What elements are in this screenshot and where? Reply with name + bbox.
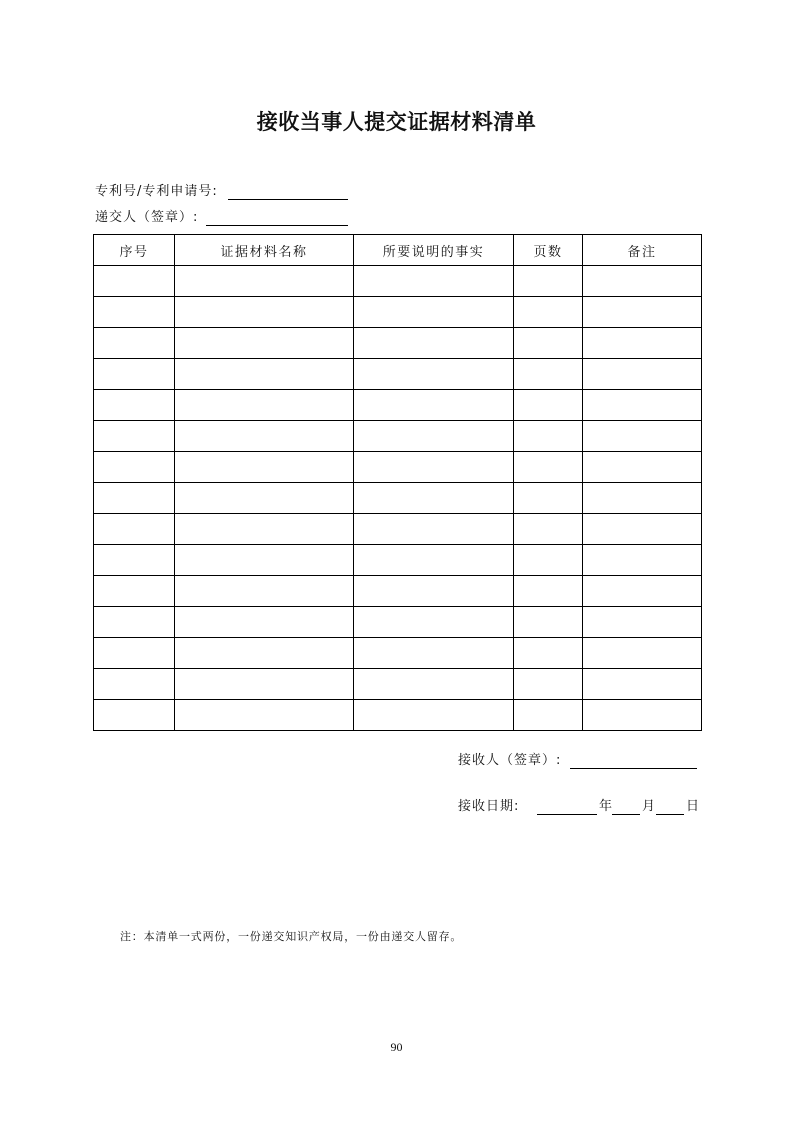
table-cell[interactable]	[354, 483, 514, 514]
table-cell[interactable]	[94, 545, 175, 576]
table-cell[interactable]	[583, 638, 702, 669]
month-label: 月	[642, 799, 657, 814]
table-cell[interactable]	[514, 297, 583, 328]
table-row	[94, 359, 702, 390]
table-cell[interactable]	[583, 452, 702, 483]
table-cell[interactable]	[583, 700, 702, 731]
table-cell[interactable]	[583, 421, 702, 452]
table-cell[interactable]	[175, 545, 354, 576]
table-cell[interactable]	[583, 607, 702, 638]
table-cell[interactable]	[94, 452, 175, 483]
table-cell[interactable]	[514, 669, 583, 700]
month-field[interactable]	[612, 814, 640, 815]
table-cell[interactable]	[175, 421, 354, 452]
table-cell[interactable]	[583, 328, 702, 359]
table-cell[interactable]	[514, 607, 583, 638]
table-cell[interactable]	[175, 700, 354, 731]
table-row	[94, 297, 702, 328]
table-cell[interactable]	[583, 483, 702, 514]
table-cell[interactable]	[583, 545, 702, 576]
table-cell[interactable]	[514, 483, 583, 514]
table-cell[interactable]	[94, 297, 175, 328]
receiver-signature-field[interactable]	[570, 768, 697, 769]
page-number: 90	[390, 1040, 403, 1054]
day-field[interactable]	[656, 814, 684, 815]
table-cell[interactable]	[94, 390, 175, 421]
table-cell[interactable]	[94, 421, 175, 452]
page-title: 接收当事人提交证据材料清单	[256, 109, 537, 134]
table-cell[interactable]	[175, 328, 354, 359]
day-label: 日	[686, 799, 701, 814]
patent-no-label: 专利号/专利申请号:	[95, 184, 218, 199]
header-evidence-name: 证据材料名称	[175, 235, 354, 266]
table-cell[interactable]	[354, 328, 514, 359]
table-cell[interactable]	[175, 576, 354, 607]
table-cell[interactable]	[583, 297, 702, 328]
table-header-row	[94, 235, 702, 266]
submitter-signature-field[interactable]	[206, 225, 348, 226]
table-cell[interactable]	[583, 576, 702, 607]
table-cell[interactable]	[94, 328, 175, 359]
table-cell[interactable]	[514, 421, 583, 452]
table-row	[94, 700, 702, 731]
table-row	[94, 576, 702, 607]
table-cell[interactable]	[94, 638, 175, 669]
table-cell[interactable]	[514, 700, 583, 731]
table-cell[interactable]	[514, 452, 583, 483]
table-row	[94, 328, 702, 359]
receiver-label: 接收人（签章）:	[458, 753, 562, 768]
table-row	[94, 638, 702, 669]
table-cell[interactable]	[175, 266, 354, 297]
evidence-table	[93, 234, 702, 731]
table-row	[94, 514, 702, 545]
header-page-count: 页数	[514, 235, 583, 266]
table-cell[interactable]	[175, 359, 354, 390]
table-cell[interactable]	[354, 297, 514, 328]
patent-no-field[interactable]	[228, 199, 348, 200]
table-cell[interactable]	[175, 638, 354, 669]
table-cell[interactable]	[583, 359, 702, 390]
table-cell[interactable]	[514, 359, 583, 390]
table-cell[interactable]	[354, 266, 514, 297]
table-cell[interactable]	[514, 328, 583, 359]
table-row	[94, 607, 702, 638]
table-row	[94, 390, 702, 421]
table-cell[interactable]	[354, 576, 514, 607]
table-cell[interactable]	[354, 514, 514, 545]
table-cell[interactable]	[94, 669, 175, 700]
table-cell[interactable]	[94, 359, 175, 390]
header-remarks: 备注	[583, 235, 702, 266]
table-cell[interactable]	[175, 607, 354, 638]
table-cell[interactable]	[514, 390, 583, 421]
table-cell[interactable]	[94, 700, 175, 731]
table-row	[94, 452, 702, 483]
table-cell[interactable]	[175, 514, 354, 545]
table-cell[interactable]	[354, 700, 514, 731]
table-cell[interactable]	[514, 266, 583, 297]
table-cell[interactable]	[175, 483, 354, 514]
table-cell[interactable]	[354, 390, 514, 421]
table-cell[interactable]	[354, 421, 514, 452]
table-cell[interactable]	[94, 266, 175, 297]
table-cell[interactable]	[514, 545, 583, 576]
year-label: 年	[599, 799, 614, 814]
table-cell[interactable]	[514, 638, 583, 669]
table-cell[interactable]	[354, 638, 514, 669]
table-cell[interactable]	[175, 669, 354, 700]
table-cell[interactable]	[94, 514, 175, 545]
table-cell[interactable]	[514, 514, 583, 545]
table-cell[interactable]	[514, 576, 583, 607]
table-row	[94, 421, 702, 452]
table-cell[interactable]	[583, 266, 702, 297]
header-facts-described: 所要说明的事实	[354, 235, 514, 266]
table-cell[interactable]	[583, 390, 702, 421]
table-row	[94, 545, 702, 576]
table-cell[interactable]	[94, 576, 175, 607]
table-cell[interactable]	[583, 514, 702, 545]
table-cell[interactable]	[354, 607, 514, 638]
year-field[interactable]	[537, 814, 597, 815]
table-cell[interactable]	[354, 545, 514, 576]
table-cell[interactable]	[354, 359, 514, 390]
table-cell[interactable]	[354, 452, 514, 483]
submitter-label: 递交人（签章）:	[95, 210, 199, 225]
table-cell[interactable]	[175, 452, 354, 483]
table-row	[94, 483, 702, 514]
header-serial-number: 序号	[94, 235, 175, 266]
table-cell[interactable]	[94, 607, 175, 638]
table-cell[interactable]	[94, 483, 175, 514]
footnote: 注：本清单一式两份，一份递交知识产权局，一份由递交人留存。	[120, 930, 463, 943]
table-cell[interactable]	[583, 669, 702, 700]
table-cell[interactable]	[354, 669, 514, 700]
table-cell[interactable]	[175, 297, 354, 328]
receive-date-label: 接收日期:	[458, 799, 520, 814]
table-cell[interactable]	[175, 390, 354, 421]
table-row	[94, 266, 702, 297]
table-row	[94, 669, 702, 700]
